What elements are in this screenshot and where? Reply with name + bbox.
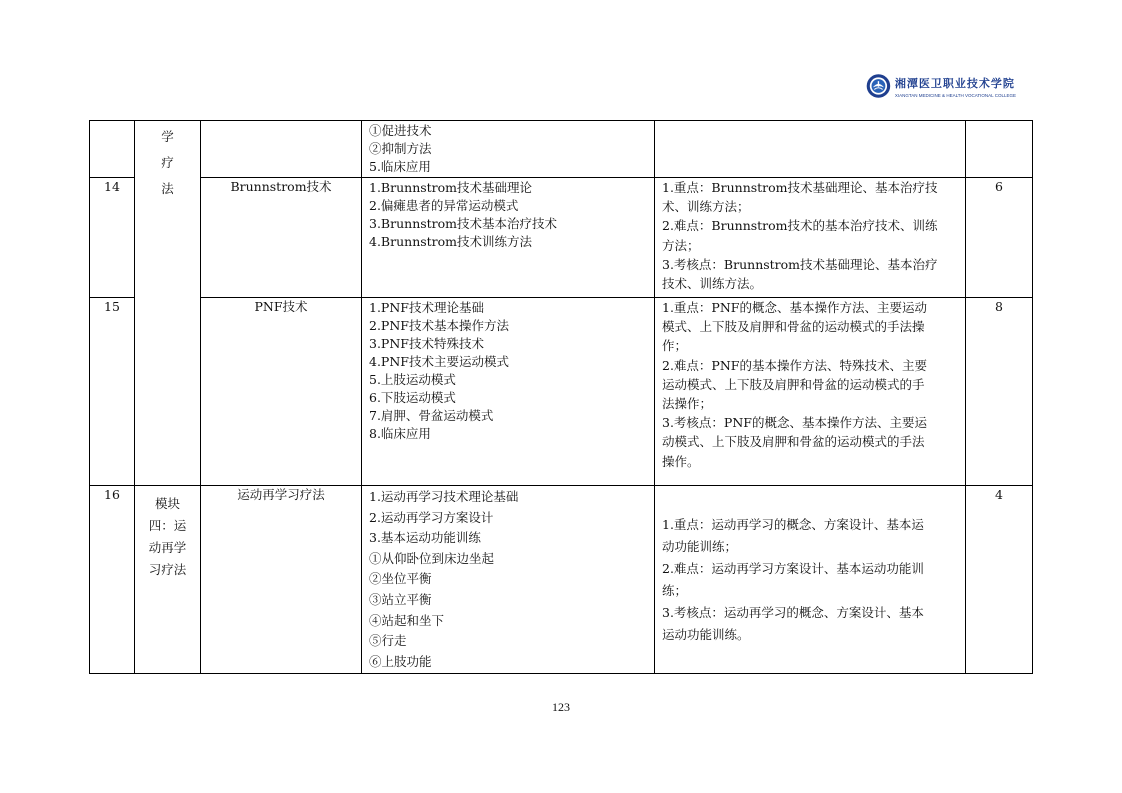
row-number-cell: 16 (90, 486, 135, 674)
topic-cell: 运动再学习疗法 (201, 486, 362, 674)
content-line: 2.偏瘫患者的异常运动模式 (369, 198, 519, 213)
content-line: 5.临床应用 (369, 159, 431, 174)
college-emblem-icon (866, 68, 891, 104)
keypoint-line: 1.重点：PNF的概念、基本操作方法、主要运动 (662, 300, 927, 315)
hours-cell: 8 (966, 298, 1033, 486)
topic-cell: PNF技术 (201, 298, 362, 486)
module-cell (135, 486, 201, 674)
content-line: ③站立平衡 (369, 591, 432, 607)
keypoint-line: 1.重点：运动再学习的概念、方案设计、基本运 (662, 516, 924, 532)
keypoint-line: 3.考核点：PNF的概念、基本操作方法、主要运 (662, 415, 927, 431)
hours-cell (966, 121, 1033, 178)
keypoint-line: 作； (662, 338, 688, 354)
content-line: ②抑制方法 (369, 141, 432, 156)
content-line: 2.运动再学习方案设计 (369, 509, 494, 525)
table-row (90, 121, 1033, 178)
content-line: 4.PNF技术主要运动模式 (369, 354, 509, 369)
module-line: 习疗法 (148, 562, 187, 577)
content-cell (362, 486, 655, 674)
keypoints-cell (655, 178, 966, 298)
course-schedule-table (89, 120, 1033, 674)
keypoints-cell (655, 298, 966, 486)
college-logo (866, 66, 1016, 106)
content-line: 1.运动再学习技术理论基础 (369, 489, 519, 504)
content-line: 3.PNF技术特殊技术 (369, 336, 484, 351)
keypoint-line: 2.难点：运动再学习方案设计、基本运动功能训 (662, 560, 924, 576)
hours-cell: 6 (966, 178, 1033, 298)
module-char: 法 (161, 181, 174, 196)
content-line: ②坐位平衡 (369, 571, 432, 587)
content-line: 4.Brunnstrom技术训练方法 (369, 234, 533, 249)
content-line: 2.PNF技术基本操作方法 (369, 318, 509, 333)
table-row (90, 178, 1033, 298)
topic-cell: Brunnstrom技术 (201, 178, 362, 298)
table-row (90, 486, 1033, 674)
keypoints-cell (655, 486, 966, 674)
module-char: 学 (161, 129, 174, 144)
content-line: 5.上肢运动模式 (369, 372, 456, 387)
keypoint-line: 2.难点：Brunnstrom技术的基本治疗技术、训练 (662, 218, 938, 234)
row-number-cell (90, 121, 135, 178)
content-line: ④站起和坐下 (369, 612, 445, 628)
module-line: 动再学 (148, 540, 187, 555)
topic-cell (201, 121, 362, 178)
page-number: 123 (552, 700, 570, 714)
keypoint-line: 练； (662, 582, 688, 598)
module-char: 疗 (161, 155, 174, 170)
keypoint-line: 操作。 (662, 453, 700, 469)
keypoints-cell (655, 121, 966, 178)
content-line: ⑥上肢功能 (369, 653, 432, 669)
module-cell (135, 121, 201, 486)
keypoint-line: 1.重点：Brunnstrom技术基础理论、基本治疗技 (662, 180, 938, 195)
keypoint-line: 方法； (662, 237, 700, 253)
content-line: 6.下肢运动模式 (369, 390, 456, 405)
keypoint-line: 模式、上下肢及肩胛和骨盆的运动模式的手法操 (662, 319, 925, 335)
keypoint-line: 动模式、上下肢及肩胛和骨盆的运动模式的手法 (662, 434, 925, 450)
row-number-cell: 14 (90, 178, 135, 298)
module-line: 模块 (154, 496, 180, 511)
content-line: 1.Brunnstrom技术基础理论 (369, 180, 533, 195)
row-number-cell: 15 (90, 298, 135, 486)
content-line: 3.Brunnstrom技术基本治疗技术 (369, 216, 558, 231)
module-line: 四：运 (148, 518, 187, 533)
content-line: 1.PNF技术理论基础 (369, 300, 484, 315)
table-row (90, 298, 1033, 486)
college-name-en: XIANGTAN MEDICINE & HEALTH VOCATIONAL COLLEGE (894, 92, 1016, 98)
content-line: ①促进技术 (369, 123, 432, 138)
keypoint-line: 法操作； (662, 396, 713, 412)
keypoint-line: 术、训练方法； (662, 199, 750, 215)
keypoint-line: 动功能训练； (662, 538, 738, 554)
content-line: 7.肩胛、骨盆运动模式 (369, 408, 494, 423)
keypoint-line: 2.难点：PNF的基本操作方法、特殊技术、主要 (662, 357, 927, 373)
content-cell (362, 121, 655, 178)
keypoint-line: 技术、训练方法。 (662, 276, 763, 292)
content-line: 3.基本运动功能训练 (369, 530, 481, 546)
keypoint-line: 3.考核点：运动再学习的概念、方案设计、基本 (662, 604, 924, 620)
content-line: ⑤行走 (369, 633, 407, 649)
content-cell (362, 178, 655, 298)
hours-cell: 4 (966, 486, 1033, 674)
content-cell (362, 298, 655, 486)
keypoint-line: 运动模式、上下肢及肩胛和骨盆的运动模式的手 (662, 376, 925, 392)
college-name-cn: 湘潭医卫职业技术学院 (894, 76, 1015, 90)
keypoint-line: 运动功能训练。 (662, 626, 750, 642)
content-line: ①从仰卧位到床边坐起 (369, 550, 495, 566)
keypoint-line: 3.考核点：Brunnstrom技术基础理论、基本治疗 (662, 256, 938, 272)
content-line: 8.临床应用 (369, 426, 431, 441)
